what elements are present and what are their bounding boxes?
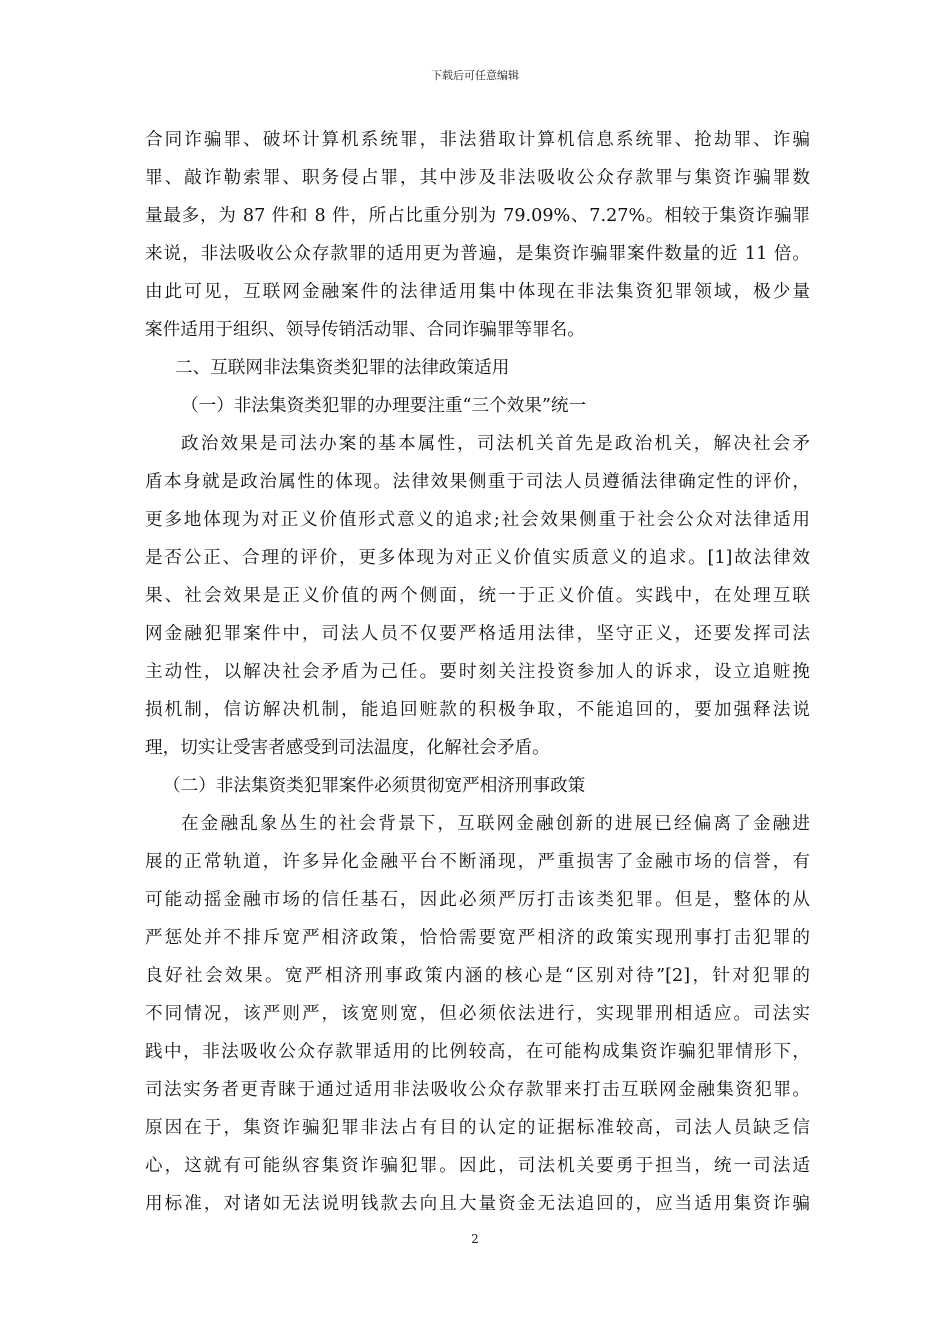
text-line: 严惩处并不排斥宽严相济政策，恰恰需要宽严相济的政策实现刑事打击犯罪的	[145, 928, 810, 948]
text-line: 心，这就有可能纵容集资诈骗犯罪。因此，司法机关要勇于担当，统一司法适	[145, 1156, 810, 1176]
body-text	[145, 121, 810, 1223]
text-line: 案件适用于组织、领导传销活动罪、合同诈骗罪等罪名。	[145, 320, 585, 340]
text-line: 不同情况，该严则严，该宽则宽，但必须依法进行，实现罪刑相适应。司法实	[145, 1004, 810, 1024]
text-line: 二、互联网非法集资类犯罪的法律政策适用	[175, 358, 510, 378]
text-line: 盾本身就是政治属性的体现。法律效果侧重于司法人员遵循法律确定性的评价，	[145, 472, 810, 492]
text-line: 可能动摇金融市场的信任基石，因此必须严厉打击该类犯罪。但是，整体的从	[145, 890, 810, 910]
text-line: 更多地体现为对正义价值形式意义的追求;社会效果侧重于社会公众对法律适用	[145, 510, 810, 530]
text-line: 展的正常轨道，许多异化金融平台不断涌现，严重损害了金融市场的信誉，有	[145, 852, 810, 872]
text-line: 司法实务者更青睐于通过适用非法吸收公众存款罪来打击互联网金融集资犯罪。	[145, 1080, 810, 1100]
text-line: 在金融乱象丛生的社会背景下，互联网金融创新的进展已经偏离了金融进	[181, 814, 810, 834]
text-line: 果、社会效果是正义价值的两个侧面，统一于正义价值。实践中，在处理互联	[145, 586, 810, 606]
text-line: 由此可见，互联网金融案件的法律适用集中体现在非法集资犯罪领域，极少量	[145, 282, 810, 302]
text-line: 是否公正、合理的评价，更多体现为对正义价值实质意义的追求。[1]故法律效	[145, 548, 810, 568]
text-line: 量最多，为 87 件和 8 件，所占比重分别为 79.09%、7.27%。相较于集资诈骗罪	[145, 206, 810, 226]
text-line: 损机制，信访解决机制，能追回赃款的积极争取，不能追回的，要加强释法说	[145, 700, 810, 720]
text-line: 合同诈骗罪、破坏计算机系统罪，非法猎取计算机信息系统罪、抢劫罪、诈骗	[145, 130, 810, 150]
text-line: 理，切实让受害者感受到司法温度，化解社会矛盾。	[145, 738, 550, 758]
text-line: 践中，非法吸收公众存款罪适用的比例较高，在可能构成集资诈骗犯罪情形下，	[145, 1042, 810, 1062]
text-line: （一）非法集资类犯罪的办理要注重“三个效果”统一	[181, 396, 587, 416]
text-line: 网金融犯罪案件中，司法人员不仅要严格适用法律，坚守正义，还要发挥司法	[145, 624, 810, 644]
text-line: 罪、敲诈勒索罪、职务侵占罪，其中涉及非法吸收公众存款罪与集资诈骗罪数	[145, 168, 810, 188]
text-line: 主动性，以解决社会矛盾为己任。要时刻关注投资参加人的诉求，设立追赃挽	[145, 662, 810, 682]
text-line: 原因在于，集资诈骗犯罪非法占有目的认定的证据标准较高，司法人员缺乏信	[145, 1118, 810, 1138]
text-line: （二）非法集资类犯罪案件必须贯彻宽严相济刑事政策	[163, 776, 586, 796]
text-line: 良好社会效果。宽严相济刑事政策内涵的核心是“区别对待”[2]，针对犯罪的	[145, 966, 810, 986]
page-number: 2	[471, 1232, 479, 1246]
text-line: 用标准，对诸如无法说明钱款去向且大量资金无法追回的，应当适用集资诈骗	[145, 1194, 810, 1214]
text-line: 来说，非法吸收公众存款罪的适用更为普遍，是集资诈骗罪案件数量的近 11 倍。	[145, 244, 810, 264]
page-header: 下载后可任意编辑	[431, 69, 519, 82]
text-line: 政治效果是司法办案的基本属性，司法机关首先是政治机关，解决社会矛	[181, 434, 810, 454]
